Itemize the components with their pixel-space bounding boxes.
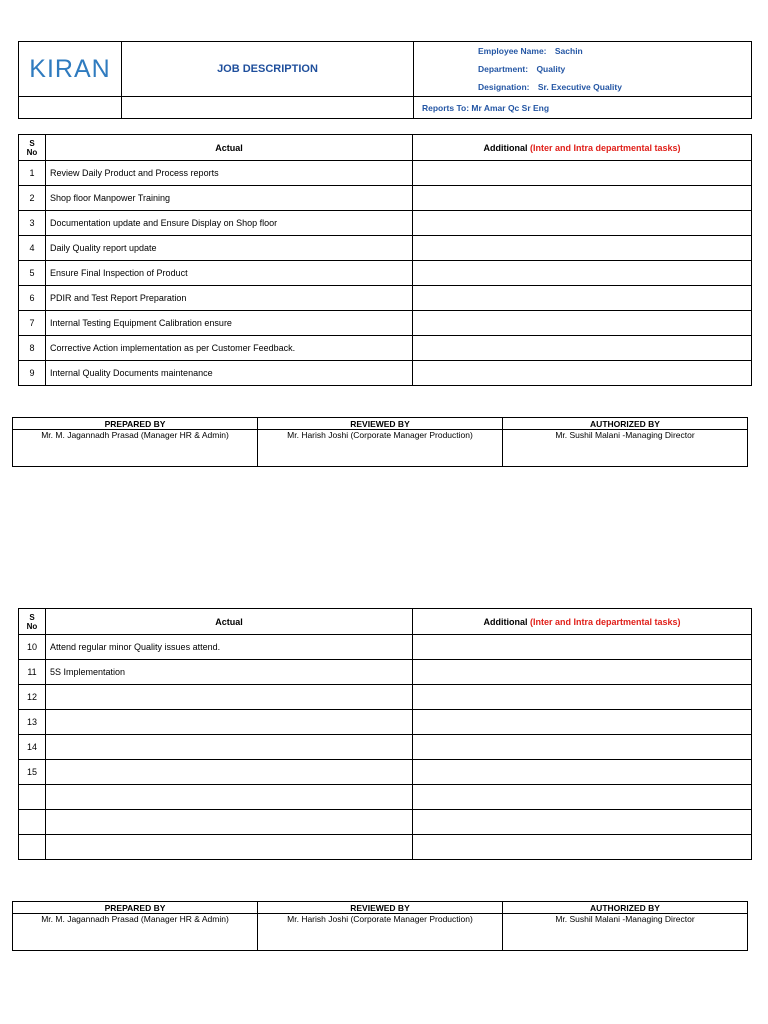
table-header-row: [19, 609, 752, 635]
task-additional: [413, 261, 752, 286]
task-table-2: [18, 608, 752, 860]
task-additional: [413, 685, 752, 710]
task-number: 13: [19, 710, 46, 735]
tasks-body-2: [19, 635, 752, 860]
signature-table-2: [12, 901, 748, 951]
task-actual: Ensure Final Inspection of Product: [46, 261, 413, 286]
task-number: 9: [19, 361, 46, 386]
logo-text: KIRAN: [29, 54, 111, 83]
task-number: [19, 835, 46, 860]
table-row: [19, 635, 752, 660]
additional-header: Additional (Inter and Intra departmental tasks): [413, 609, 752, 635]
task-number: 5: [19, 261, 46, 286]
task-actual: Corrective Action implementation as per Customer Feedback.: [46, 336, 413, 361]
table-row: [19, 336, 752, 361]
task-actual: Shop floor Manpower Training: [46, 186, 413, 211]
task-number: 2: [19, 186, 46, 211]
authorized-by-name: Mr. Sushil Malani -Managing Director: [503, 430, 748, 467]
task-additional: [413, 760, 752, 785]
header-empty-cell: [19, 97, 122, 119]
task-number: 12: [19, 685, 46, 710]
task-number: 6: [19, 286, 46, 311]
table-row: [19, 835, 752, 860]
reviewed-by-label: REVIEWED BY: [258, 902, 503, 914]
additional-note: (Inter and Intra departmental tasks): [529, 616, 681, 627]
table-row: [19, 186, 752, 211]
task-additional: [413, 186, 752, 211]
task-number: [19, 810, 46, 835]
company-logo: [19, 42, 122, 97]
table-row: [19, 261, 752, 286]
table-header-row: [19, 135, 752, 161]
task-number: 10: [19, 635, 46, 660]
department-value: Quality: [536, 64, 566, 74]
table-row: [19, 785, 752, 810]
authorized-by-label: AUTHORIZED BY: [503, 418, 748, 430]
header-empty-cell: [122, 97, 414, 119]
task-actual: [46, 810, 413, 835]
task-additional: [413, 286, 752, 311]
task-actual: [46, 760, 413, 785]
task-number: 1: [19, 161, 46, 186]
prepared-by-name: Mr. M. Jagannadh Prasad (Manager HR & Admin): [13, 430, 258, 467]
task-number: 15: [19, 760, 46, 785]
task-actual: Review Daily Product and Process reports: [46, 161, 413, 186]
task-actual: Attend regular minor Quality issues attend.: [46, 635, 413, 660]
table-row: [19, 161, 752, 186]
sno-header: S No: [19, 135, 46, 161]
employee-name-label: Employee Name:: [478, 46, 547, 56]
task-table-1: [18, 134, 752, 386]
task-additional: [413, 336, 752, 361]
additional-note: (Inter and Intra departmental tasks): [529, 142, 681, 153]
additional-header: Additional (Inter and Intra departmental tasks): [413, 135, 752, 161]
task-actual: [46, 685, 413, 710]
task-additional: [413, 710, 752, 735]
table-row: [19, 311, 752, 336]
reports-to: Reports To: Mr Amar Qc Sr Eng: [414, 97, 752, 119]
reviewed-by-name: Mr. Harish Joshi (Corporate Manager Production): [258, 430, 503, 467]
department-label: Department:: [478, 64, 529, 74]
task-additional: [413, 635, 752, 660]
authorized-by-name: Mr. Sushil Malani -Managing Director: [503, 914, 748, 951]
document-title: JOB DESCRIPTION: [122, 42, 414, 97]
table-row: [19, 735, 752, 760]
table-row: [19, 660, 752, 685]
task-additional: [413, 161, 752, 186]
employee-info: [414, 42, 752, 97]
task-number: [19, 785, 46, 810]
authorized-by-label: AUTHORIZED BY: [503, 902, 748, 914]
signature-table-1: [12, 417, 748, 467]
task-additional: [413, 311, 752, 336]
task-actual: 5S Implementation: [46, 660, 413, 685]
task-actual: Internal Testing Equipment Calibration ensure: [46, 311, 413, 336]
table-row: [19, 361, 752, 386]
table-row: [19, 810, 752, 835]
task-additional: [413, 211, 752, 236]
prepared-by-name: Mr. M. Jagannadh Prasad (Manager HR & Admin): [13, 914, 258, 951]
task-number: 7: [19, 311, 46, 336]
task-number: 3: [19, 211, 46, 236]
task-actual: [46, 735, 413, 760]
table-row: [19, 685, 752, 710]
task-actual: Documentation update and Ensure Display on Shop floor: [46, 211, 413, 236]
task-additional: [413, 835, 752, 860]
task-additional: [413, 660, 752, 685]
task-number: 4: [19, 236, 46, 261]
task-actual: [46, 785, 413, 810]
designation-value: Sr. Executive Quality: [537, 82, 622, 92]
task-actual: [46, 710, 413, 735]
sno-header: S No: [19, 609, 46, 635]
table-row: [19, 211, 752, 236]
designation-label: Designation:: [478, 82, 530, 92]
actual-header: Actual: [46, 135, 413, 161]
task-number: 8: [19, 336, 46, 361]
table-row: [19, 760, 752, 785]
task-additional: [413, 735, 752, 760]
task-number: 11: [19, 660, 46, 685]
actual-header: Actual: [46, 609, 413, 635]
task-actual: Internal Quality Documents maintenance: [46, 361, 413, 386]
reviewed-by-name: Mr. Harish Joshi (Corporate Manager Production): [258, 914, 503, 951]
task-actual: [46, 835, 413, 860]
task-actual: Daily Quality report update: [46, 236, 413, 261]
employee-name: Sachin: [554, 46, 583, 56]
task-actual: PDIR and Test Report Preparation: [46, 286, 413, 311]
task-additional: [413, 236, 752, 261]
tasks-body-1: [19, 161, 752, 386]
table-row: [19, 286, 752, 311]
document-header: [18, 41, 752, 119]
task-number: 14: [19, 735, 46, 760]
task-additional: [413, 361, 752, 386]
table-row: [19, 710, 752, 735]
table-row: [19, 236, 752, 261]
task-additional: [413, 785, 752, 810]
prepared-by-label: PREPARED BY: [13, 902, 258, 914]
prepared-by-label: PREPARED BY: [13, 418, 258, 430]
reviewed-by-label: REVIEWED BY: [258, 418, 503, 430]
task-additional: [413, 810, 752, 835]
